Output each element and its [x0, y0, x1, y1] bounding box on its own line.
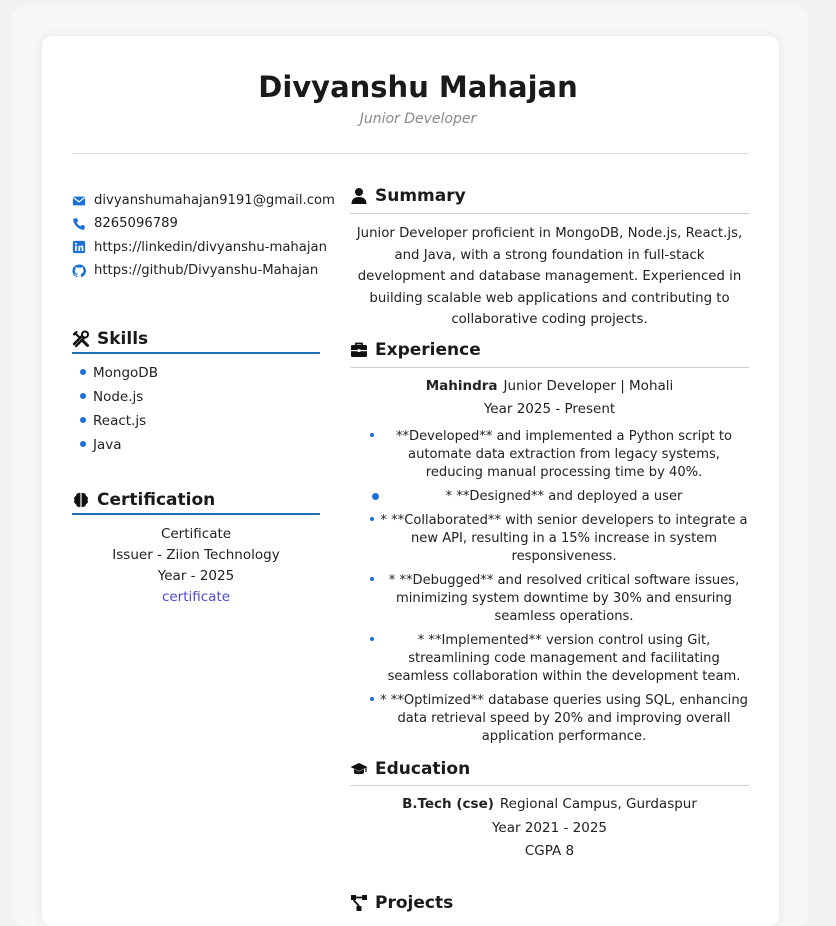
- certification-rule: [72, 513, 320, 515]
- projects-heading: [350, 893, 453, 913]
- certification-heading-label: Certification: [97, 490, 216, 510]
- skills-heading: [72, 329, 148, 349]
- tools-icon: [72, 330, 90, 348]
- certificate-link[interactable]: certificate: [161, 589, 231, 605]
- header-divider: [72, 153, 749, 154]
- list-item: * **Debugged** and resolved critical software issues, minimizing system downtime by 30% and ensuring seamless operations.: [364, 572, 756, 626]
- list-item: * **Collaborated** with senior developers to integrate a new API, resulting in a 15% increase in system responsiveness.: [364, 512, 756, 566]
- certificate-name: Certificate: [160, 526, 232, 542]
- experience-bullets: [364, 428, 756, 752]
- degree-name: B.Tech (cse): [402, 796, 494, 812]
- list-item: MongoDB: [80, 364, 158, 388]
- education-rule: [350, 785, 749, 786]
- list-item: * **Designed** and deployed a user: [364, 488, 756, 506]
- briefcase-icon: [350, 341, 368, 359]
- email-text: divyanshumahajan9191@gmail.com: [94, 193, 335, 209]
- skills-rule: [72, 352, 320, 354]
- certificate-issuer: Issuer - Ziion Technology: [112, 547, 280, 563]
- contact-github[interactable]: [72, 259, 332, 282]
- github-icon: [72, 264, 86, 278]
- company-name: Mahindra: [425, 378, 498, 394]
- phone-icon: [72, 217, 86, 231]
- linkedin-icon: [72, 240, 86, 254]
- education-heading-label: Education: [375, 759, 471, 779]
- list-item: * **Implemented** version control using Git, streamlining code management and facilitating seamless collaboration within the development team.: [364, 632, 756, 686]
- projects-heading-label: Projects: [375, 893, 454, 913]
- phone-text: 8265096789: [94, 216, 178, 232]
- education-cgpa: CGPA 8: [524, 843, 575, 859]
- skills-list: [80, 364, 158, 460]
- experience-rule: [350, 367, 749, 368]
- role-location: Junior Developer | Mohali: [503, 378, 674, 394]
- contact-phone[interactable]: [72, 212, 332, 235]
- summary-rule: [350, 213, 749, 214]
- institution-name: Regional Campus, Gurdaspur: [499, 796, 697, 812]
- summary-heading-label: Summary: [375, 186, 466, 206]
- experience-heading: [350, 340, 481, 360]
- envelope-icon: [72, 194, 86, 208]
- list-item: Java: [80, 436, 158, 460]
- list-item: React.js: [80, 412, 158, 436]
- education-heading: [350, 759, 470, 779]
- list-item: **Developed** and implemented a Python script to automate data extraction from legacy systems, reducing manual processing time by 40%.: [364, 428, 756, 482]
- candidate-name: Divyanshu Mahajan: [258, 70, 578, 104]
- education-years: Year 2021 - 2025: [491, 820, 608, 836]
- certification-heading: [72, 490, 215, 510]
- user-icon: [350, 187, 368, 205]
- github-text: https://github/Divyanshu-Mahajan: [94, 263, 319, 279]
- skills-heading-label: Skills: [97, 329, 149, 349]
- list-item: Node.js: [80, 388, 158, 412]
- experience-heading-label: Experience: [375, 340, 481, 360]
- contact-linkedin[interactable]: [72, 236, 332, 259]
- education-header: [350, 796, 749, 812]
- candidate-title: Junior Developer: [359, 111, 477, 127]
- summary-text: Junior Developer proficient in MongoDB, Node.js, React.js, and Java, with a strong foundation in full-stack development and database management. Experienced in building scalable web applications and contributing to collaborative coding projects.: [356, 226, 743, 327]
- experience-duration: Year 2025 - Present: [483, 401, 616, 417]
- brain-icon: [72, 491, 90, 509]
- sitemap-icon: [350, 894, 368, 912]
- contact-list: [72, 189, 335, 282]
- summary-heading: [350, 186, 466, 206]
- list-item: * **Optimized** database queries using SQL, enhancing data retrieval speed by 20% and improving overall application performance.: [364, 692, 756, 746]
- linkedin-text: https://linkedin/divyanshu-mahajan: [94, 239, 327, 255]
- contact-email[interactable]: [72, 189, 335, 212]
- experience-header: [350, 378, 749, 394]
- graduation-cap-icon: [350, 760, 368, 778]
- certification-block: [72, 524, 320, 608]
- certificate-year: Year - 2025: [157, 568, 235, 584]
